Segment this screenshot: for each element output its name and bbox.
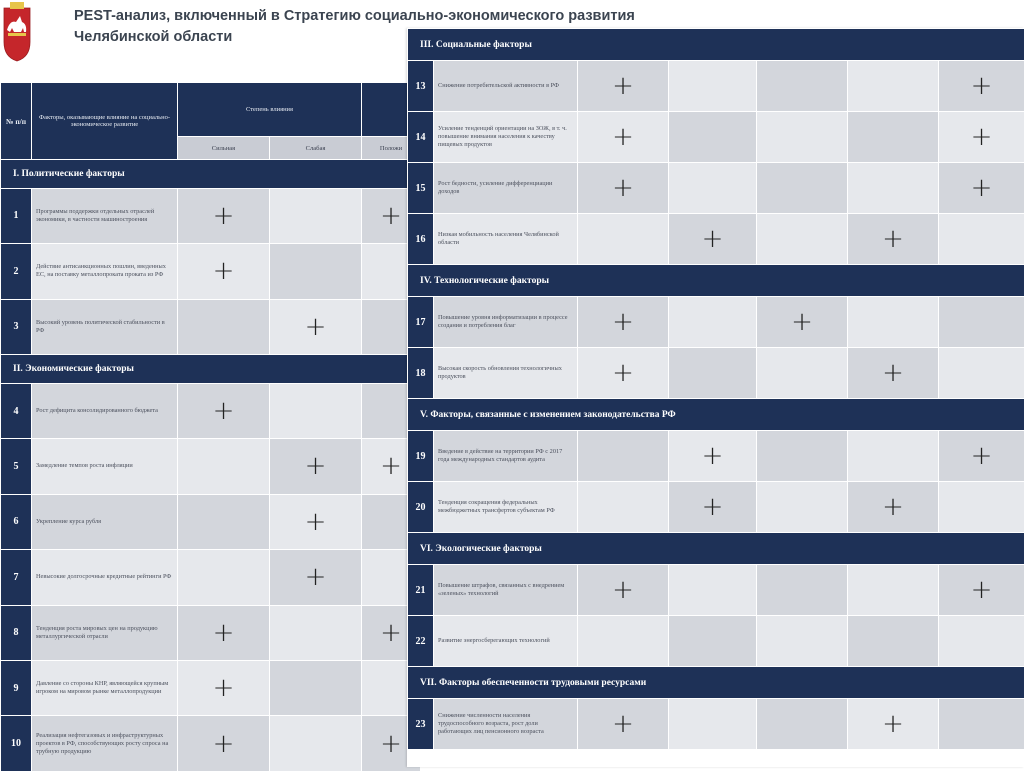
factor-text: Повышение штрафов, связанных с внедрением «зеленых» технологий: [434, 565, 578, 616]
factor-text: Укрепление курса рубля: [32, 494, 178, 549]
influence-mark: [669, 61, 757, 112]
factor-text: Замедление темпов роста инфляции: [32, 439, 178, 494]
influence-mark: +: [939, 163, 1024, 214]
influence-mark: [270, 244, 362, 299]
influence-mark: [669, 699, 757, 750]
influence-mark: [848, 297, 939, 348]
row-number: 23: [408, 699, 434, 750]
influence-mark: +: [939, 565, 1024, 616]
factor-text: Высокая скорость обновления технологичных продуктов: [434, 348, 578, 399]
row-number: 10: [1, 716, 32, 772]
row-number: 1: [1, 188, 32, 243]
influence-mark: [939, 616, 1024, 667]
influence-mark: [669, 297, 757, 348]
influence-mark: +: [669, 214, 757, 265]
table-row: [1, 439, 421, 494]
row-number: 14: [408, 112, 434, 163]
influence-mark: [178, 494, 270, 549]
factor-text: Рост бедности, усиление дифференциации доходов: [434, 163, 578, 214]
influence-mark: +: [939, 431, 1024, 482]
table-row: [1, 244, 421, 299]
table-row: [408, 565, 1024, 616]
influence-mark: +: [757, 297, 848, 348]
influence-mark: [178, 299, 270, 354]
influence-mark: +: [669, 431, 757, 482]
table-row: [408, 163, 1024, 214]
influence-mark: +: [848, 482, 939, 533]
row-number: 15: [408, 163, 434, 214]
factor-text: Реализация нефтегазовых и инфраструктурных проектов в РФ, способствующих росту спроса на трубную продукцию: [32, 716, 178, 772]
influence-mark: [578, 214, 669, 265]
influence-mark: [757, 482, 848, 533]
factor-text: Низкая мобильность населения Челябинской области: [434, 214, 578, 265]
table-row: [1, 661, 421, 716]
row-number: 5: [1, 439, 32, 494]
influence-mark: [848, 163, 939, 214]
influence-mark: +: [178, 716, 270, 772]
col-header-degree: Степень влияния: [178, 83, 362, 137]
influence-mark: [848, 431, 939, 482]
col-header-factor: Факторы, оказывающие влияние на социально-экономическое развитие: [32, 83, 178, 160]
table-row: [408, 348, 1024, 399]
influence-mark: [757, 699, 848, 750]
subheader-strong: Сильная: [178, 137, 270, 160]
influence-mark: +: [270, 299, 362, 354]
influence-mark: +: [578, 699, 669, 750]
section-title: VI. Экологические факторы: [408, 533, 1024, 565]
row-number: 2: [1, 244, 32, 299]
right-pest-panel: [407, 28, 1024, 767]
influence-mark: +: [578, 163, 669, 214]
table-row: [408, 699, 1024, 750]
influence-mark: [669, 163, 757, 214]
influence-mark: +: [939, 61, 1024, 112]
influence-mark: [270, 605, 362, 660]
influence-mark: [757, 431, 848, 482]
table-row: [1, 299, 421, 354]
influence-mark: [939, 482, 1024, 533]
section-title: V. Факторы, связанные с изменением законодательства РФ: [408, 399, 1024, 431]
influence-mark: [669, 348, 757, 399]
row-number: 8: [1, 605, 32, 660]
table-row: [408, 297, 1024, 348]
influence-mark: [757, 565, 848, 616]
factor-text: Тенденция сокращения федеральных межбюджетных трансфертов субъектам РФ: [434, 482, 578, 533]
factor-text: Развитие энергосберегающих технологий: [434, 616, 578, 667]
influence-mark: +: [178, 188, 270, 243]
influence-mark: [178, 550, 270, 605]
table-row: [408, 61, 1024, 112]
row-number: 19: [408, 431, 434, 482]
factor-text: Действие антисанкционных пошлин, введенных ЕС, на поставку металлопроката проката из РФ: [32, 244, 178, 299]
table-row: [408, 431, 1024, 482]
influence-mark: +: [178, 605, 270, 660]
table-row: [408, 482, 1024, 533]
row-number: 9: [1, 661, 32, 716]
col-header-num: № п/п: [1, 83, 32, 160]
influence-mark: [848, 112, 939, 163]
table-row: [1, 494, 421, 549]
table-row: [1, 383, 421, 438]
influence-mark: +: [848, 699, 939, 750]
table-row: [1, 188, 421, 243]
influence-mark: [270, 383, 362, 438]
influence-mark: [270, 661, 362, 716]
influence-mark: [848, 565, 939, 616]
influence-mark: [848, 61, 939, 112]
influence-mark: +: [848, 214, 939, 265]
section-title: I. Политические факторы: [1, 160, 421, 189]
row-number: 7: [1, 550, 32, 605]
row-number: 6: [1, 494, 32, 549]
influence-mark: +: [578, 112, 669, 163]
influence-mark: +: [270, 494, 362, 549]
row-number: 16: [408, 214, 434, 265]
influence-mark: [578, 482, 669, 533]
row-number: 3: [1, 299, 32, 354]
row-number: 13: [408, 61, 434, 112]
table-row: [1, 716, 421, 772]
factor-text: Рост дефицита консолидированного бюджета: [32, 383, 178, 438]
table-row: [408, 616, 1024, 667]
influence-mark: [270, 716, 362, 772]
influence-mark: +: [669, 482, 757, 533]
row-number: 18: [408, 348, 434, 399]
factor-text: Программы поддержки отдельных отраслей экономики, в частности машиностроения: [32, 188, 178, 243]
left-pest-table: [0, 82, 421, 772]
subheader-positive: Положи: [362, 137, 421, 160]
factor-text: Введение в действие на территории РФ с 2017 года международных стандартов аудита: [434, 431, 578, 482]
influence-mark: [578, 431, 669, 482]
table-row: [408, 112, 1024, 163]
factor-text: Снижение численности населения трудоспособного возраста, рост доли работающих лиц пенсионного возраста: [434, 699, 578, 750]
factor-text: Повышение уровня информатизации в процессе создания и потребления благ: [434, 297, 578, 348]
influence-mark: [757, 163, 848, 214]
coat-of-arms-logo: [2, 2, 32, 62]
influence-mark: [757, 348, 848, 399]
influence-mark: +: [578, 297, 669, 348]
factor-text: Невысокие долгосрочные кредитные рейтинги РФ: [32, 550, 178, 605]
row-number: 21: [408, 565, 434, 616]
influence-mark: [848, 616, 939, 667]
influence-mark: [757, 61, 848, 112]
influence-mark: [939, 348, 1024, 399]
factor-text: Высокий уровень политической стабильности в РФ: [32, 299, 178, 354]
influence-mark: [757, 214, 848, 265]
influence-mark: [270, 188, 362, 243]
influence-mark: +: [178, 244, 270, 299]
influence-mark: +: [848, 348, 939, 399]
section-title: II. Экономические факторы: [1, 355, 421, 384]
page-title: PEST-анализ, включенный в Стратегию социально-экономического развития Челябинской области: [74, 6, 674, 48]
influence-mark: +: [270, 550, 362, 605]
row-number: 4: [1, 383, 32, 438]
influence-mark: +: [362, 716, 421, 772]
row-number: 20: [408, 482, 434, 533]
table-row: [1, 605, 421, 660]
factor-text: Тенденция роста мировых цен на продукцию металлургической отрасли: [32, 605, 178, 660]
influence-mark: [757, 112, 848, 163]
row-number: 17: [408, 297, 434, 348]
influence-mark: [578, 616, 669, 667]
right-pest-table: [407, 28, 1024, 750]
influence-mark: +: [178, 661, 270, 716]
influence-mark: +: [578, 348, 669, 399]
influence-mark: [939, 699, 1024, 750]
influence-mark: +: [178, 383, 270, 438]
influence-mark: +: [362, 439, 421, 494]
section-title: VII. Факторы обеспеченности трудовыми ресурсами: [408, 667, 1024, 699]
influence-mark: [669, 112, 757, 163]
influence-mark: +: [578, 565, 669, 616]
row-number: 22: [408, 616, 434, 667]
factor-text: Давление со стороны КНР, являющейся крупным игроком на мировом рынке металлопродукции: [32, 661, 178, 716]
section-title: IV. Технологические факторы: [408, 265, 1024, 297]
influence-mark: [939, 297, 1024, 348]
table-row: [1, 550, 421, 605]
influence-mark: [178, 439, 270, 494]
influence-mark: [757, 616, 848, 667]
influence-mark: [669, 616, 757, 667]
influence-mark: +: [270, 439, 362, 494]
factor-text: Снижение потребительской активности в РФ: [434, 61, 578, 112]
section-title: III. Социальные факторы: [408, 29, 1024, 61]
table-row: [408, 214, 1024, 265]
influence-mark: +: [939, 112, 1024, 163]
influence-mark: [669, 565, 757, 616]
influence-mark: +: [362, 188, 421, 243]
influence-mark: [939, 214, 1024, 265]
factor-text: Усиление тенденций ориентации на ЗОЖ, в т. ч. повышение внимания населения к качеству пищевых продуктов: [434, 112, 578, 163]
influence-mark: +: [362, 605, 421, 660]
influence-mark: +: [578, 61, 669, 112]
subheader-weak: Слабая: [270, 137, 362, 160]
